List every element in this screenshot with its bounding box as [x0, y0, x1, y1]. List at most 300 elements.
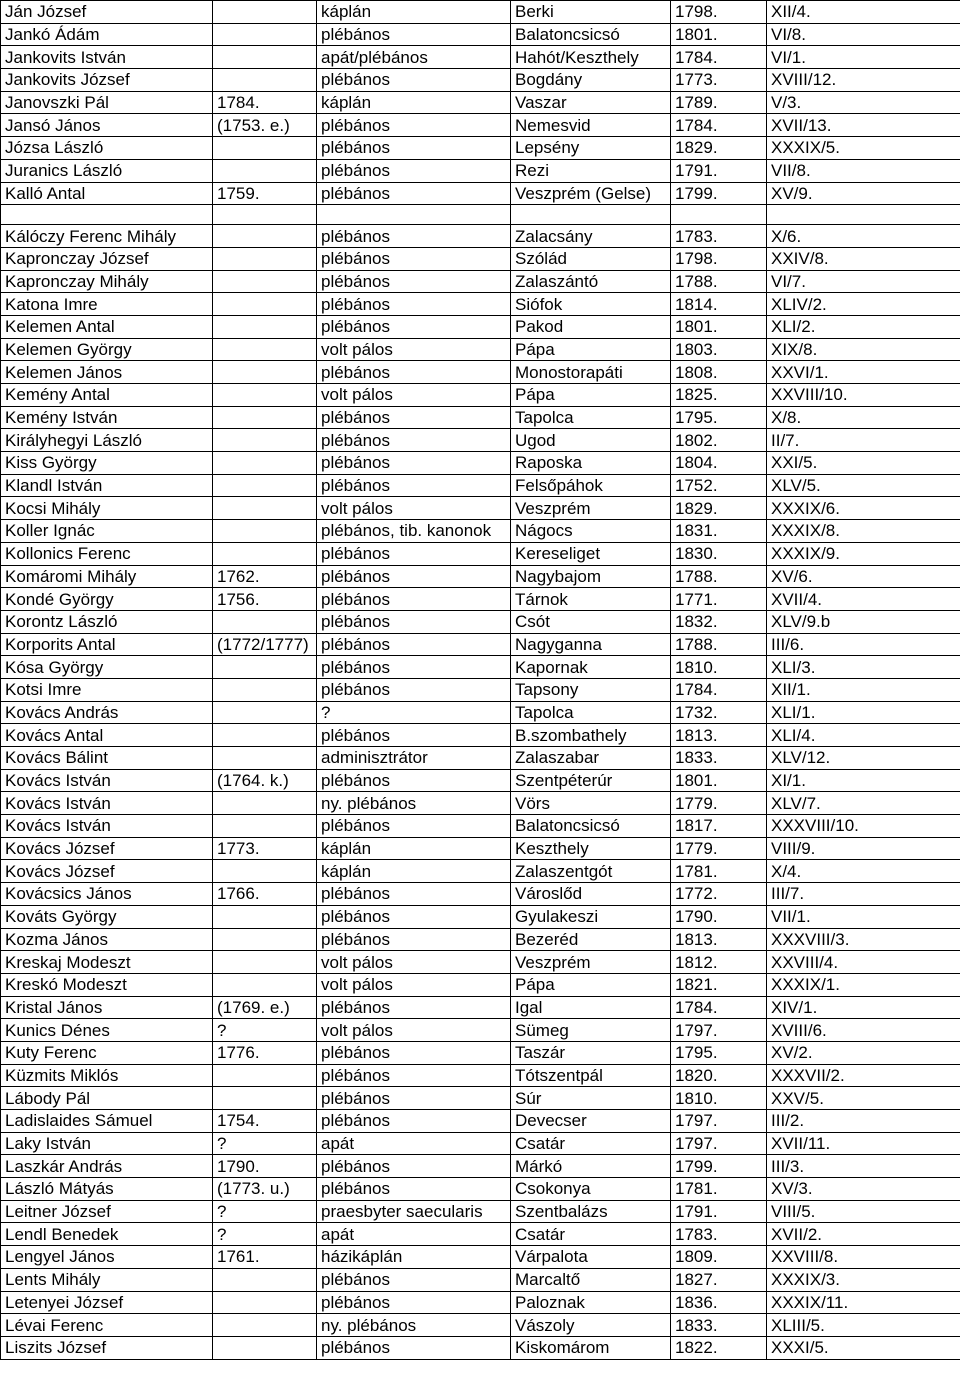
table-row [1, 1268, 960, 1291]
table-row [1, 137, 960, 160]
name-cell: Józsa László [1, 137, 213, 160]
table-row [1, 361, 960, 384]
place-cell: Csokonya [511, 1178, 671, 1201]
role-cell: plébános [317, 565, 511, 588]
name-cell: Jankovits József [1, 69, 213, 92]
role-cell: ny. plébános [317, 1314, 511, 1337]
place-cell: Berki [511, 1, 671, 24]
birth-cell [213, 1064, 317, 1087]
name-cell: Lévai Ferenc [1, 1314, 213, 1337]
role-cell: plébános [317, 1041, 511, 1064]
place-cell: Devecser [511, 1110, 671, 1133]
reference-cell: XXXI/5. [767, 1336, 960, 1359]
table-row [1, 792, 960, 815]
role-cell: plébános [317, 361, 511, 384]
table-row [1, 159, 960, 182]
role-cell: volt pálos [317, 338, 511, 361]
birth-cell [213, 542, 317, 565]
name-cell: Kelemen György [1, 338, 213, 361]
role-cell: praesbyter saecularis [317, 1200, 511, 1223]
birth-cell: ? [213, 1200, 317, 1223]
place-cell: Csatár [511, 1223, 671, 1246]
table-row [1, 497, 960, 520]
role-cell: plébános [317, 1336, 511, 1359]
name-cell: Kemény István [1, 406, 213, 429]
role-cell: plébános [317, 1155, 511, 1178]
reference-cell: XXVIII/10. [767, 384, 960, 407]
birth-cell [213, 159, 317, 182]
reference-cell: XXXVII/2. [767, 1064, 960, 1087]
place-cell: Igal [511, 996, 671, 1019]
place-cell: Pakod [511, 315, 671, 338]
reference-cell: XLI/1. [767, 701, 960, 724]
year-cell [671, 205, 767, 225]
table-row [1, 656, 960, 679]
year-cell: 1791. [671, 159, 767, 182]
year-cell: 1813. [671, 928, 767, 951]
reference-cell: X/8. [767, 406, 960, 429]
table-row [1, 610, 960, 633]
year-cell: 1788. [671, 565, 767, 588]
reference-cell: XV/3. [767, 1178, 960, 1201]
place-cell: Veszprém (Gelse) [511, 182, 671, 205]
name-cell: Kováts György [1, 905, 213, 928]
role-cell: plébános [317, 996, 511, 1019]
place-cell: Pápa [511, 973, 671, 996]
year-cell: 1801. [671, 315, 767, 338]
year-cell: 1822. [671, 1336, 767, 1359]
role-cell: volt pálos [317, 1019, 511, 1042]
birth-cell [213, 46, 317, 69]
birth-cell: (1773. u.) [213, 1178, 317, 1201]
role-cell: plébános [317, 905, 511, 928]
birth-cell [213, 429, 317, 452]
name-cell: Katona Imre [1, 293, 213, 316]
place-cell: Csatár [511, 1132, 671, 1155]
role-cell: volt pálos [317, 973, 511, 996]
table-row [1, 1223, 960, 1246]
name-cell: Kovács Antal [1, 724, 213, 747]
table-row [1, 247, 960, 270]
name-cell: Kelemen Antal [1, 315, 213, 338]
name-cell: Küzmits Miklós [1, 1064, 213, 1087]
birth-cell [213, 338, 317, 361]
table-row [1, 1314, 960, 1337]
birth-cell [213, 452, 317, 475]
birth-cell [213, 792, 317, 815]
role-cell: plébános [317, 247, 511, 270]
birth-cell: ? [213, 1132, 317, 1155]
name-cell: Janovszki Pál [1, 91, 213, 114]
name-cell: Korontz László [1, 610, 213, 633]
name-cell: Kotsi Imre [1, 678, 213, 701]
place-cell: Pápa [511, 338, 671, 361]
table-row [1, 633, 960, 656]
name-cell: Kálóczy Ferenc Mihály [1, 225, 213, 248]
birth-cell: 1766. [213, 883, 317, 906]
reference-cell: III/6. [767, 633, 960, 656]
place-cell: Nagyganna [511, 633, 671, 656]
place-cell: Nágocs [511, 520, 671, 543]
birth-cell [213, 520, 317, 543]
name-cell: Lents Mihály [1, 1268, 213, 1291]
place-cell: Súr [511, 1087, 671, 1110]
reference-cell: XV/2. [767, 1041, 960, 1064]
year-cell: 1788. [671, 270, 767, 293]
reference-cell: XLI/4. [767, 724, 960, 747]
reference-cell: XXI/5. [767, 452, 960, 475]
year-cell: 1779. [671, 792, 767, 815]
year-cell: 1791. [671, 1200, 767, 1223]
reference-cell: VI/1. [767, 46, 960, 69]
year-cell: 1813. [671, 724, 767, 747]
role-cell: káplán [317, 837, 511, 860]
name-cell: Lendl Benedek [1, 1223, 213, 1246]
name-cell: Ladislaides Sámuel [1, 1110, 213, 1133]
role-cell: plébános [317, 293, 511, 316]
birth-cell: 1756. [213, 588, 317, 611]
year-cell: 1830. [671, 542, 767, 565]
role-cell: plébános [317, 452, 511, 475]
reference-cell: X/6. [767, 225, 960, 248]
reference-cell: XV/9. [767, 182, 960, 205]
place-cell: Tótszentpál [511, 1064, 671, 1087]
place-cell: Zalaszentgót [511, 860, 671, 883]
year-cell: 1831. [671, 520, 767, 543]
role-cell: plébános [317, 315, 511, 338]
place-cell: Nagybajom [511, 565, 671, 588]
birth-cell: 1762. [213, 565, 317, 588]
name-cell: Kuty Ferenc [1, 1041, 213, 1064]
name-cell: Kunics Dénes [1, 1019, 213, 1042]
name-cell: Klandl István [1, 474, 213, 497]
role-cell [317, 205, 511, 225]
table-row [1, 1132, 960, 1155]
name-cell [1, 205, 213, 225]
birth-cell [213, 973, 317, 996]
name-cell: Jansó János [1, 114, 213, 137]
table-row [1, 1041, 960, 1064]
table-row [1, 1200, 960, 1223]
birth-cell [213, 701, 317, 724]
place-cell: Paloznak [511, 1291, 671, 1314]
year-cell: 1814. [671, 293, 767, 316]
reference-cell: XVII/4. [767, 588, 960, 611]
role-cell: apát [317, 1132, 511, 1155]
table-row [1, 588, 960, 611]
reference-cell: XLIV/2. [767, 293, 960, 316]
reference-cell: XXXIX/3. [767, 1268, 960, 1291]
year-cell: 1825. [671, 384, 767, 407]
table-row [1, 46, 960, 69]
reference-cell: XLI/3. [767, 656, 960, 679]
birth-cell [213, 678, 317, 701]
birth-cell [213, 384, 317, 407]
name-cell: Kovácsics János [1, 883, 213, 906]
name-cell: Kondé György [1, 588, 213, 611]
reference-cell: XXV/5. [767, 1087, 960, 1110]
year-cell: 1783. [671, 1223, 767, 1246]
name-cell: Liszits József [1, 1336, 213, 1359]
place-cell: Ugod [511, 429, 671, 452]
table-row [1, 474, 960, 497]
reference-cell: XXXIX/6. [767, 497, 960, 520]
place-cell: Tapolca [511, 406, 671, 429]
year-cell: 1784. [671, 46, 767, 69]
table-row [1, 883, 960, 906]
year-cell: 1798. [671, 247, 767, 270]
place-cell: Tapolca [511, 701, 671, 724]
birth-cell [213, 951, 317, 974]
role-cell: plébános [317, 429, 511, 452]
table-row [1, 1019, 960, 1042]
year-cell: 1779. [671, 837, 767, 860]
place-cell: Vászoly [511, 1314, 671, 1337]
place-cell: Várpalota [511, 1246, 671, 1269]
name-cell: Kovács József [1, 837, 213, 860]
reference-cell: XLV/9.b [767, 610, 960, 633]
table-row [1, 1, 960, 24]
birth-cell [213, 656, 317, 679]
role-cell: káplán [317, 1, 511, 24]
role-cell: volt pálos [317, 384, 511, 407]
birth-cell: 1790. [213, 1155, 317, 1178]
role-cell: plébános [317, 182, 511, 205]
birth-cell: 1776. [213, 1041, 317, 1064]
table-row [1, 406, 960, 429]
place-cell: Városlőd [511, 883, 671, 906]
year-cell: 1833. [671, 747, 767, 770]
table-row [1, 315, 960, 338]
year-cell: 1799. [671, 1155, 767, 1178]
reference-cell: XXXIX/8. [767, 520, 960, 543]
birth-cell [213, 69, 317, 92]
year-cell: 1820. [671, 1064, 767, 1087]
reference-cell [767, 205, 960, 225]
birth-cell [213, 860, 317, 883]
birth-cell [213, 293, 317, 316]
reference-cell: XVII/11. [767, 1132, 960, 1155]
place-cell: Balatoncsicsó [511, 815, 671, 838]
role-cell: plébános [317, 542, 511, 565]
year-cell: 1827. [671, 1268, 767, 1291]
birth-cell [213, 905, 317, 928]
place-cell: Lepsény [511, 137, 671, 160]
birth-cell [213, 1336, 317, 1359]
place-cell: Sümeg [511, 1019, 671, 1042]
birth-cell [213, 406, 317, 429]
year-cell: 1821. [671, 973, 767, 996]
table-row [1, 724, 960, 747]
place-cell: Szólád [511, 247, 671, 270]
name-cell: Kocsi Mihály [1, 497, 213, 520]
reference-cell: XXXIX/11. [767, 1291, 960, 1314]
role-cell: plébános [317, 815, 511, 838]
place-cell: Nemesvid [511, 114, 671, 137]
table-row [1, 338, 960, 361]
table-row [1, 973, 960, 996]
reference-cell: XI/1. [767, 769, 960, 792]
reference-cell: XVIII/12. [767, 69, 960, 92]
reference-cell: XXIV/8. [767, 247, 960, 270]
birth-cell [213, 23, 317, 46]
reference-cell: V/3. [767, 91, 960, 114]
reference-cell: VII/1. [767, 905, 960, 928]
role-cell: káplán [317, 91, 511, 114]
name-cell: Laky István [1, 1132, 213, 1155]
name-cell: Kristal János [1, 996, 213, 1019]
table-row [1, 678, 960, 701]
table-row [1, 747, 960, 770]
name-cell: Ján József [1, 1, 213, 24]
birth-cell: (1764. k.) [213, 769, 317, 792]
birth-cell [213, 610, 317, 633]
role-cell: plébános [317, 159, 511, 182]
birth-cell [213, 747, 317, 770]
year-cell: 1812. [671, 951, 767, 974]
name-cell: Kovács András [1, 701, 213, 724]
place-cell: Zalacsány [511, 225, 671, 248]
birth-cell [213, 225, 317, 248]
role-cell: plébános [317, 1178, 511, 1201]
reference-cell: XLV/12. [767, 747, 960, 770]
place-cell: Raposka [511, 452, 671, 475]
table-row [1, 205, 960, 225]
reference-cell: XII/4. [767, 1, 960, 24]
role-cell: plébános [317, 474, 511, 497]
table-row [1, 270, 960, 293]
place-cell: Gyulakeszi [511, 905, 671, 928]
role-cell: plébános [317, 114, 511, 137]
birth-cell [213, 1, 317, 24]
table-row [1, 225, 960, 248]
birth-cell [213, 361, 317, 384]
place-cell: Kapornak [511, 656, 671, 679]
year-cell: 1789. [671, 91, 767, 114]
table-row [1, 769, 960, 792]
name-cell: Kiss György [1, 452, 213, 475]
name-cell: Kovács József [1, 860, 213, 883]
year-cell: 1795. [671, 1041, 767, 1064]
place-cell: Tárnok [511, 588, 671, 611]
table-row [1, 1087, 960, 1110]
birth-cell [213, 928, 317, 951]
place-cell [511, 205, 671, 225]
reference-cell: XVII/2. [767, 1223, 960, 1246]
name-cell: Királyhegyi László [1, 429, 213, 452]
reference-cell: VII/8. [767, 159, 960, 182]
place-cell: Balatoncsicsó [511, 23, 671, 46]
birth-cell: 1761. [213, 1246, 317, 1269]
role-cell: ny. plébános [317, 792, 511, 815]
place-cell: Bezeréd [511, 928, 671, 951]
reference-cell: XLI/2. [767, 315, 960, 338]
role-cell: plébános, tib. kanonok [317, 520, 511, 543]
reference-cell: XLV/7. [767, 792, 960, 815]
year-cell: 1801. [671, 769, 767, 792]
year-cell: 1772. [671, 883, 767, 906]
reference-cell: XXXIX/5. [767, 137, 960, 160]
year-cell: 1752. [671, 474, 767, 497]
name-cell: Korporits Antal [1, 633, 213, 656]
year-cell: 1829. [671, 137, 767, 160]
reference-cell: XV/6. [767, 565, 960, 588]
year-cell: 1799. [671, 182, 767, 205]
year-cell: 1790. [671, 905, 767, 928]
table-row [1, 996, 960, 1019]
table-row [1, 542, 960, 565]
table-row [1, 701, 960, 724]
place-cell: Hahót/Keszthely [511, 46, 671, 69]
role-cell: plébános [317, 137, 511, 160]
year-cell: 1773. [671, 69, 767, 92]
place-cell: Pápa [511, 384, 671, 407]
role-cell: ? [317, 701, 511, 724]
place-cell: Siófok [511, 293, 671, 316]
name-cell: Komáromi Mihály [1, 565, 213, 588]
name-cell: Juranics László [1, 159, 213, 182]
role-cell: plébános [317, 1268, 511, 1291]
name-cell: Kollonics Ferenc [1, 542, 213, 565]
place-cell: Tapsony [511, 678, 671, 701]
reference-cell: XLIII/5. [767, 1314, 960, 1337]
place-cell: Zalaszántó [511, 270, 671, 293]
year-cell: 1798. [671, 1, 767, 24]
place-cell: Vaszar [511, 91, 671, 114]
year-cell: 1829. [671, 497, 767, 520]
year-cell: 1809. [671, 1246, 767, 1269]
year-cell: 1836. [671, 1291, 767, 1314]
role-cell: plébános [317, 633, 511, 656]
place-cell: Veszprém [511, 497, 671, 520]
role-cell: plébános [317, 769, 511, 792]
birth-cell: 1784. [213, 91, 317, 114]
role-cell: plébános [317, 23, 511, 46]
table-row [1, 69, 960, 92]
table-row [1, 1336, 960, 1359]
reference-cell: XXXIX/1. [767, 973, 960, 996]
name-cell: Kapronczay Mihály [1, 270, 213, 293]
year-cell: 1804. [671, 452, 767, 475]
reference-cell: VIII/5. [767, 1200, 960, 1223]
place-cell: Rezi [511, 159, 671, 182]
reference-cell: XIX/8. [767, 338, 960, 361]
table-row [1, 837, 960, 860]
year-cell: 1784. [671, 996, 767, 1019]
role-cell: adminisztrátor [317, 747, 511, 770]
birth-cell [213, 1268, 317, 1291]
role-cell: házikáplán [317, 1246, 511, 1269]
year-cell: 1788. [671, 633, 767, 656]
place-cell: Szentpéterúr [511, 769, 671, 792]
birth-cell: ? [213, 1223, 317, 1246]
table-row [1, 905, 960, 928]
birth-cell [213, 137, 317, 160]
table-row [1, 114, 960, 137]
place-cell: Keszthely [511, 837, 671, 860]
reference-cell: VI/8. [767, 23, 960, 46]
role-cell: plébános [317, 724, 511, 747]
reference-cell: III/3. [767, 1155, 960, 1178]
year-cell: 1833. [671, 1314, 767, 1337]
birth-cell [213, 1291, 317, 1314]
year-cell: 1795. [671, 406, 767, 429]
role-cell: káplán [317, 860, 511, 883]
reference-cell: XIV/1. [767, 996, 960, 1019]
birth-cell: (1772/1777) [213, 633, 317, 656]
role-cell: plébános [317, 1291, 511, 1314]
year-cell: 1783. [671, 225, 767, 248]
